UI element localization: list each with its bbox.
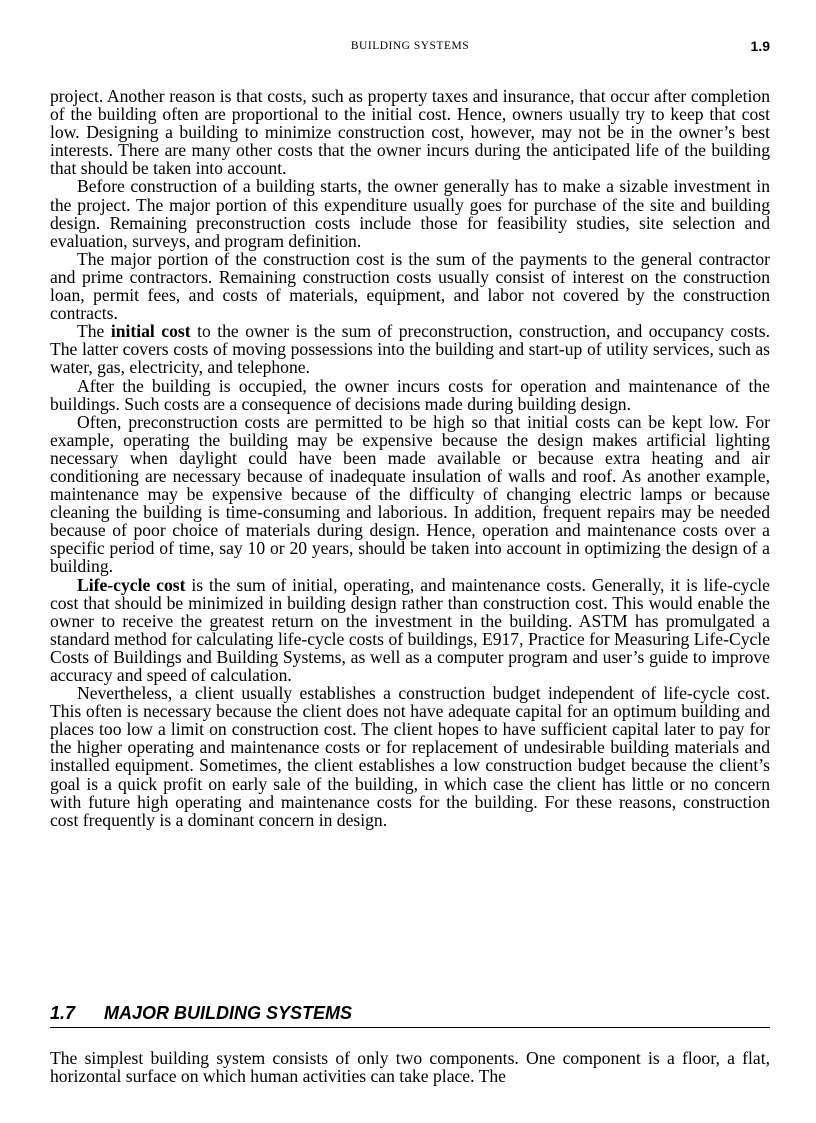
term-life-cycle-cost: Life-cycle cost [77,574,186,595]
paragraph: Before construction of a building starts, the owner generally has to make a sizable investment in the project. The major portion of this expenditure usually goes for purchase of the site and building design. Remaining preconstruction costs include those for feasibility studies, site selection and evaluation, surveys, and program definition. [50,176,770,251]
paragraph: Life-cycle cost is the sum of initial, operating, and maintenance costs. Generally, it is life-cycle cost that should be minimized in building design rather than construction cost. This would enable the owner to receive the greatest return on the investment in the building. ASTM has promulgated a standard method for calculating life-cycle costs of buildings, E917, Practice for Measuring Life-Cycle Costs of Buildings and Building Systems, as well as a computer program and user’s guide to improve accuracy and speed of calculation. [50,574,770,685]
section-number: 1.7 [50,1003,76,1023]
paragraph: Nevertheless, a client usually establishes a construction budget independent of life-cycle cost. This often is necessary because the client does not have adequate capital for an optimum building and places too low a limit on construction cost. The client hopes to have sufficient capital later to pay for the higher operating and maintenance costs or for replacement of undesirable building materials and installed equipment. Sometimes, the client establishes a low construction budget because the client’s goal is a quick profit on early sale of the building, in which case the client has little or no concern with future high operating and maintenance costs for the building. For these reasons, construction cost frequently is a dominant concern in design. [50,683,770,830]
paragraph: Often, preconstruction costs are permitted to be high so that initial costs can be kept low. For example, operating the building may be expensive because the design makes artificial lighting necessary when daylight could have been made available or because extra heating and air conditioning are necessary because of inadequate insulation of walls and roof. As another example, maintenance may be expensive because of the difficulty of changing electric lamps or because cleaning the building is time-consuming and laborious. In addition, frequent repairs may be needed because of poor choice of materials during design. Hence, operation and maintenance costs over a specific period of time, say 10 or 20 years, should be taken into account in optimizing the design of a building. [50,411,770,577]
term-initial-cost: initial cost [110,321,191,342]
running-head [50,38,770,56]
section-heading [50,1002,770,1028]
paragraph: The initial cost to the owner is the sum of preconstruction, construction, and occupancy costs. The latter covers costs of moving possessions into the building and start-up of utility services, such as water, gas, electricity, and telephone. [50,321,770,378]
page-number: 1.9 [750,38,770,54]
paragraph: project. Another reason is that costs, such as property taxes and insurance, that occur after completion of the building often are proportional to the initial cost. Hence, owners usually try to keep that cost low. Designing a building to minimize construction cost, however, may not be in the owner’s best interests. There are many other costs that the owner incurs during the anticipated life of the building that should be taken into account. [50,86,770,179]
paragraph: The simplest building system consists of only two components. One component is a floor, a flat, horizontal surface on which human activities can take place. The [50,1048,770,1087]
body-text [50,87,770,829]
section-body [50,1049,770,1085]
paragraph: The major portion of the construction cost is the sum of the payments to the general contractor and prime contractors. Remaining construction costs usually consist of interest on the construction loan, permit fees, and costs of materials, equipment, and labor not covered by the construction contracts. [50,248,770,324]
section-title: MAJOR BUILDING SYSTEMS [104,1003,353,1023]
paragraph: After the building is occupied, the owner incurs costs for operation and maintenance of the buildings. Such costs are a consequence of decisions made during building design. [50,375,770,414]
running-title: BUILDING SYSTEMS [350,40,470,52]
